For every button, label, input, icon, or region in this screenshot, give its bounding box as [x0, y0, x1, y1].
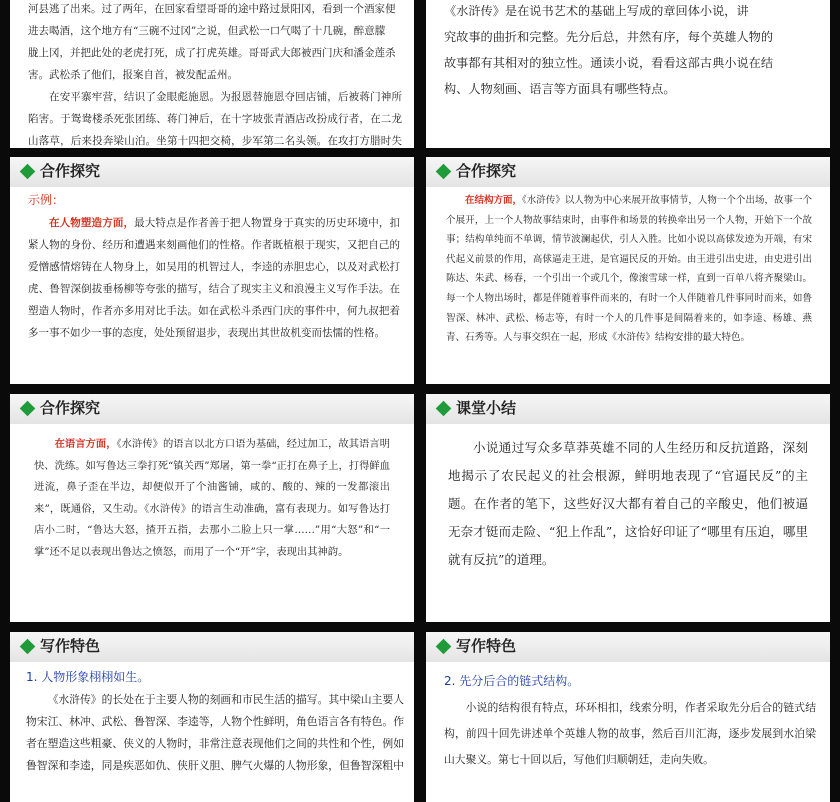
diamond-bullet-icon — [436, 639, 452, 655]
panel-cooperation-characters — [10, 157, 414, 384]
highlight-lead: 在结构方面， — [465, 195, 523, 206]
panel-story-continued — [10, 0, 414, 148]
panel-class-summary — [426, 394, 830, 622]
intro-line: 故事都有其相对的独立性。通读小说，看看这部古典小说在结 — [444, 56, 774, 70]
story-paragraph: 在安平寨牢营，结识了金眼彪施恩。为报恩替施恩夺回店铺，后被蒋门神所陷害。于鸳鸯楼杀死张团练、蒋门神后，在十字坡张青酒店改扮成行者，在二龙山落草，后来投奔梁山泊。坐第十四把交椅，步军第二名头领。在攻打方腊时失 — [28, 91, 402, 147]
panel-cooperation-language — [10, 394, 414, 622]
summary-text: 小说通过写众多草莽英雄不同的人生经历和反抗道路，深刻地揭示了农民起义的社会根源，鲜明地表现了“官逼民反”的主题。在作者的笔下，这些好汉大都有着自己的辛酸史，他们被逼无奈才铤而走险、“犯上作乱”，这恰好印证了“哪里有压迫，哪里就有反抗”的道理。 — [448, 440, 808, 567]
panel-title: 课堂小结 — [456, 399, 517, 417]
diamond-bullet-icon — [20, 639, 36, 655]
panel-header — [10, 632, 414, 662]
story-line: 胧上冈，并把此处的老虎打死，成了打虎英雄。哥哥武大郎被西门庆和潘金莲杀 — [28, 47, 396, 59]
panel-header — [10, 157, 414, 187]
paragraph-text: 《水浒传》以人物为中心来展开故事情节，人物一个个出场，故事一个个展开，上一个人物故事结束时，由事件和场景的转换牵出另一个人物，开始下一个故事；结构单纯而不单调，情节波澜起伏，引人入胜。比如小说以高俅发迹为开端，有宋代起义前景的作用，高俅逼走王进，是官逼民反的开始。由王进引出史进，由史进引出陈达、朱武、杨春，一个引出一个或几个，像滚雪球一样，直到一百单八将齐聚梁山。每一个人物出场时，都是伴随着事件而来的，有时一个人伴随着几件事同时而来，如鲁智深、林冲、武松、杨志等，有时一个人的几件事是间隔着来的，如李逵、杨雄、燕青、石秀等。人与事交织在一起，形成《水浒传》结构安排的最大特色。 — [446, 195, 812, 344]
feature-text: 小说的结构很有特点，环环相扣，线索分明，作者采取先分后合的链式结构，前四十回先讲述单个英雄人物的故事，然后百川汇海，逐步发展到水泊梁山大聚义。第七十回以后，写他们归顺朝廷，走向失败。 — [444, 701, 816, 766]
intro-line: 究故事的曲折和完整。先分后总，井然有序，每个英雄人物的 — [444, 30, 774, 44]
paragraph — [446, 191, 812, 348]
panel-header — [426, 157, 830, 187]
story-line: 进去喝酒，这个地方有“三碗不过冈”之说，但武松一口气喝了十几碗，醉意朦 — [28, 25, 386, 37]
paragraph — [34, 434, 390, 563]
diamond-bullet-icon — [20, 401, 36, 417]
paragraph-text: 《水浒传》的语言以北方口语为基础，经过加工，故其语言明快、洗练。如写鲁达三拳打死“镇关西”郑屠，第一拳“正打在鼻子上，打得鲜血迸流，鼻子歪在半边，却便似开了个油酱铺，咸的、酸的、辣的一发都滚出来”，既通俗，又生动。《水浒传》的语言生动准确，富有表现力。如写鲁达打店小二时，“鲁达大怒，揸开五指，去那小二脸上只一掌……”用“大怒”和“一掌”还不足以表现出鲁达之愤怒，而用了一个“开”字，表现出其神韵。 — [34, 438, 390, 558]
intro-line: 《水浒传》是在说书艺术的基础上写成的章回体小说，讲 — [444, 4, 749, 18]
story-line: 河县逃了出来。过了两年，在回家看望哥哥的途中路过景阳冈，看到一个酒家便 — [28, 3, 396, 15]
diamond-bullet-icon — [20, 164, 36, 180]
diamond-bullet-icon — [436, 401, 452, 417]
panel-title: 写作特色 — [456, 637, 517, 655]
intro-line: 构、人物刻画、语言等方面具有哪些特点。 — [444, 82, 676, 96]
panel-header — [426, 632, 830, 662]
panel-title: 合作探究 — [456, 162, 517, 180]
story-line: 害。武松杀了他们，报案自首，被发配孟州。 — [28, 69, 238, 81]
highlight-lead: 在语言方面， — [54, 438, 117, 450]
highlight-lead: 在人物塑造方面， — [49, 217, 135, 229]
panel-writing-features-2 — [426, 632, 830, 802]
panel-title: 合作探究 — [40, 399, 101, 417]
paragraph-text: 最大特点是作者善于把人物置身于真实的历史环境中，扣紧人物的身份、经历和遭遇来刻画他们的性格。作者既植根于现实，又把自己的爱憎感情熔铸在人物身上，如吴用的机智过人，李逵的赤胆忠心，以及对武松打虎、鲁智深倒拔垂杨柳等夸张的描写，结合了现实主义和浪漫主义写作手法。在塑造人物时，作者亦多用对比手法。如在武松斗杀西门庆的事件中，何九叔把着多一事不如少一事的态度，处处预留退步，表现出其世故机变而怯懦的性格。 — [28, 217, 400, 339]
panel-header — [10, 394, 414, 424]
panel-cooperation-structure — [426, 157, 830, 384]
example-label: 示例： — [28, 193, 65, 207]
panel-title: 合作探究 — [40, 162, 101, 180]
paragraph — [28, 212, 400, 344]
panel-writing-features-1 — [10, 632, 414, 802]
panel-header — [426, 394, 830, 424]
feature-subtitle: 1. 人物形象栩栩如生。 — [26, 670, 150, 684]
panel-title: 写作特色 — [40, 637, 101, 655]
diamond-bullet-icon — [436, 164, 452, 180]
feature-text: 《水浒传》的长处在于主要人物的刻画和市民生活的描写。其中梁山主要人物宋江、林冲、武松、鲁智深、李逵等，人物个性鲜明，角色语言各有特色。作者在塑造这些粗豪、侠义的人物时，非常注意表现他们之间的共性和个性，例如鲁智深和李逵，同是疾恶如仇、侠肝义胆、脾气火爆的人物形象，但鲁智深粗中 — [26, 693, 404, 772]
feature-subtitle: 2. 先分后合的链式结构。 — [444, 674, 580, 688]
panel-intro — [426, 0, 830, 148]
